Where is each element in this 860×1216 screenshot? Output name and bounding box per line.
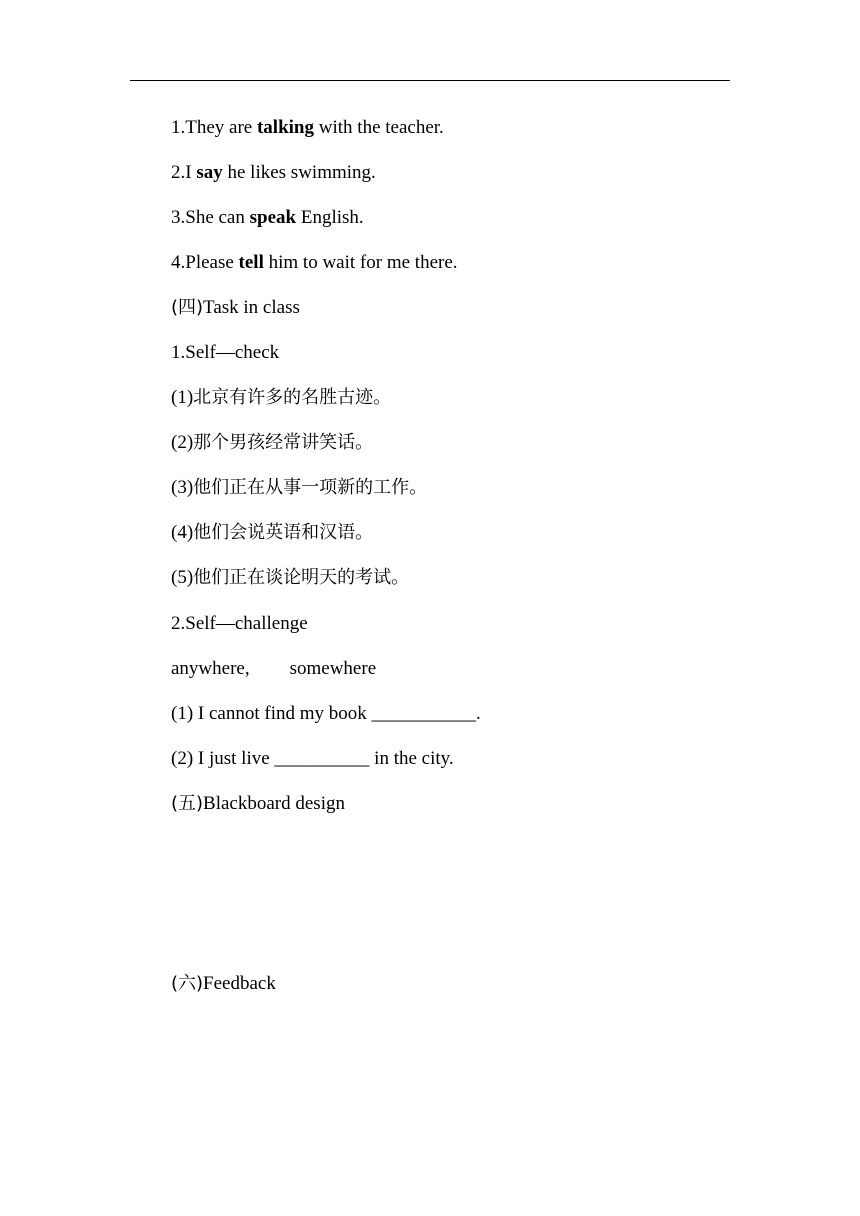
fill-blank-1: (1) I cannot find my book ___________.: [171, 703, 481, 724]
section-4-marker: (四): [171, 297, 204, 318]
sentence-1-keyword: talking: [256, 117, 315, 138]
section-5-title: Blackboard design: [203, 793, 345, 814]
sentence-2-post: he likes swimming.: [222, 162, 376, 183]
section-5-heading: [171, 792, 345, 816]
self-check-item-1-num: (1): [171, 387, 194, 408]
section-4-title: Task in class: [203, 297, 300, 318]
section-6-heading: [171, 972, 276, 996]
sentence-4-post: him to wait for me there.: [263, 252, 458, 273]
sentence-1: [171, 116, 444, 140]
sentence-3: [171, 206, 364, 230]
self-check-item-1: [171, 386, 391, 410]
header-rule: [130, 80, 730, 81]
sentence-4-keyword: tell: [238, 252, 264, 273]
self-check-item-5-num: (5): [171, 567, 194, 588]
self-check-title: 1.Self—check: [171, 342, 280, 363]
self-check-item-3: [171, 476, 427, 500]
self-check-item-2-num: (2): [171, 432, 194, 453]
self-check-item-4: [171, 521, 373, 545]
sentence-3-keyword: speak: [249, 207, 297, 228]
section-6-title: Feedback: [203, 973, 276, 994]
sentence-3-post: English.: [296, 207, 364, 228]
sentence-2-pre: 2.I: [171, 162, 197, 183]
self-check-item-2: [171, 431, 373, 455]
self-check-item-3-text: 他们正在从事一项新的工作。: [193, 477, 428, 498]
self-challenge-title: 2.Self—challenge: [171, 613, 308, 634]
sentence-3-pre: 3.She can: [171, 207, 250, 228]
self-check-item-2-text: 那个男孩经常讲笑话。: [193, 432, 374, 453]
word-bank-word-2: somewhere: [289, 658, 377, 679]
sentence-4: [171, 251, 458, 275]
fill-blank-2: (2) I just live __________ in the city.: [171, 748, 454, 769]
self-check-item-3-num: (3): [171, 477, 194, 498]
sentence-1-pre: 1.They are: [171, 117, 257, 138]
sentence-1-post: with the teacher.: [314, 117, 444, 138]
sentence-2: [171, 161, 376, 185]
self-check-item-5-text: 他们正在谈论明天的考试。: [193, 567, 410, 588]
word-bank: [171, 657, 376, 681]
section-4-heading: [171, 296, 300, 320]
self-check-item-5: [171, 566, 409, 590]
sentence-2-keyword: say: [196, 162, 223, 183]
self-check-item-4-num: (4): [171, 522, 194, 543]
section-5-marker: (五): [171, 793, 204, 814]
sentence-4-pre: 4.Please: [171, 252, 239, 273]
self-check-item-4-text: 他们会说英语和汉语。: [193, 522, 374, 543]
section-6-marker: (六): [171, 973, 204, 994]
word-bank-word-1: anywhere,: [171, 658, 250, 679]
self-check-item-1-text: 北京有许多的名胜古迹。: [193, 387, 392, 408]
